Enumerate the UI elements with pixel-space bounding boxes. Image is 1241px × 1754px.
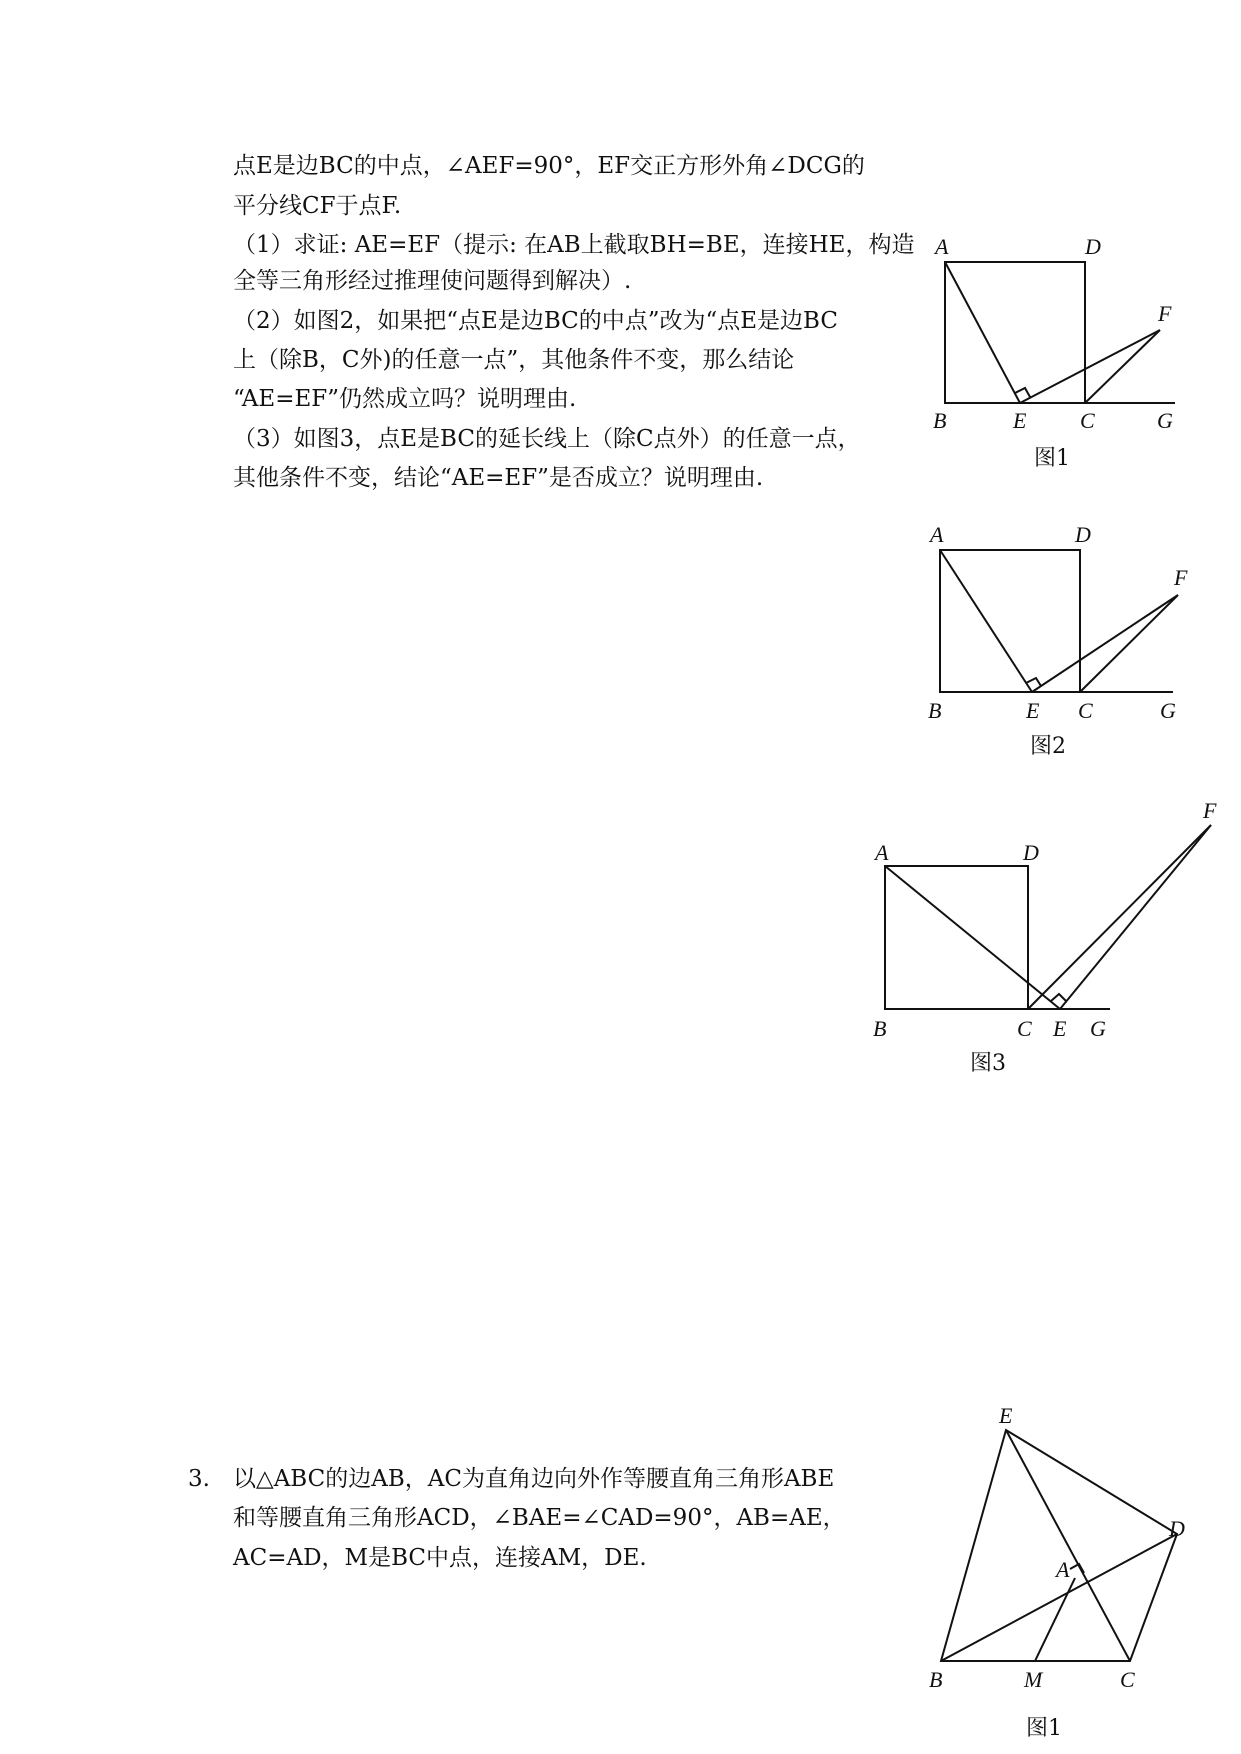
problem3-figure-1 — [925, 1405, 1195, 1700]
p3-fig1-caption: 图1 — [1026, 1716, 1062, 1741]
fig2-caption: 图2 — [1030, 734, 1066, 759]
fig3-label-c: C — [1017, 1016, 1032, 1040]
fig1-caption: 图1 — [1034, 446, 1070, 471]
fig3-caption: 图3 — [970, 1051, 1006, 1076]
fig3-label-a: A — [875, 840, 889, 865]
fig1-label-d: D — [1085, 234, 1101, 259]
fig2-label-a: A — [930, 522, 944, 547]
fig3-label-d: D — [1023, 840, 1039, 865]
p3-label-c: C — [1120, 1667, 1135, 1692]
problem2-line-1: 点E是边BC的中点，∠AEF=90°，EF交正方形外角∠DCG的 — [233, 153, 865, 179]
fig2-label-e: E — [1026, 698, 1040, 720]
fig2-label-f: F — [1174, 565, 1188, 590]
problem2-line-5: （2）如图2，如果把“点E是边BC的中点”改为“点E是边BC — [233, 308, 838, 334]
p3-label-e: E — [999, 1405, 1013, 1428]
problem3-line-3: AC=AD，M是BC中点，连接AM，DE. — [233, 1545, 647, 1571]
p3-label-b: B — [929, 1667, 943, 1692]
problem2-figure-3 — [865, 800, 1225, 1040]
problem2-figure-1 — [925, 230, 1185, 430]
problem2-line-7: “AE=EF”仍然成立吗？说明理由. — [233, 386, 577, 412]
fig2-label-b: B — [928, 698, 942, 720]
problem2-line-9: 其他条件不变，结论“AE=EF”是否成立？说明理由. — [233, 465, 764, 491]
fig1-label-c: C — [1080, 408, 1095, 430]
problem3-number: 3. — [188, 1466, 210, 1492]
fig2-label-g: G — [1160, 698, 1176, 720]
fig1-label-a: A — [935, 234, 949, 259]
fig1-label-e: E — [1013, 408, 1027, 430]
fig3-label-g: G — [1090, 1016, 1106, 1040]
problem2-line-3: （1）求证: AE=EF（提示: 在AB上截取BH=BE，连接HE，构造 — [233, 232, 915, 258]
problem3-line-1: 以△ABC的边AB，AC为直角边向外作等腰直角三角形ABE — [233, 1466, 835, 1492]
fig3-label-b: B — [873, 1016, 887, 1040]
fig2-label-c: C — [1078, 698, 1093, 720]
problem2-line-8: （3）如图3，点E是BC的延长线上（除C点外）的任意一点， — [233, 426, 861, 452]
problem3-line-2: 和等腰直角三角形ACD，∠BAE=∠CAD=90°，AB=AE， — [233, 1505, 846, 1531]
fig1-label-f: F — [1158, 301, 1172, 326]
fig2-label-d: D — [1075, 522, 1091, 547]
problem2-figure-2 — [920, 520, 1190, 720]
p3-label-d: D — [1169, 1516, 1185, 1541]
problem2-line-2: 平分线CF于点F. — [233, 193, 402, 219]
problem2-line-6: 上（除B，C外)的任意一点”，其他条件不变，那么结论 — [233, 347, 795, 373]
fig1-label-g: G — [1157, 408, 1173, 430]
problem2-line-4: 全等三角形经过推理使问题得到解决）. — [233, 268, 632, 294]
p3-label-a: A — [1056, 1557, 1070, 1582]
fig3-label-f: F — [1203, 800, 1217, 823]
fig3-label-e: E — [1053, 1016, 1067, 1040]
p3-label-m: M — [1024, 1667, 1043, 1692]
fig1-label-b: B — [933, 408, 947, 430]
